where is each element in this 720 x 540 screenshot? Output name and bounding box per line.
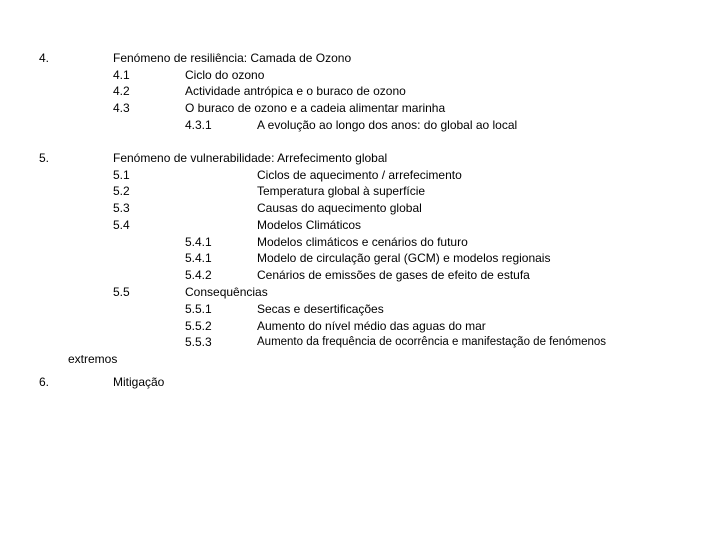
- item-4-1-number: 4.1: [113, 68, 130, 82]
- item-4-3-label: O buraco de ozono e a cadeia alimentar marinha: [185, 101, 446, 115]
- item-5-5-1-label: Secas e desertificações: [257, 302, 384, 316]
- item-5-3-label: Causas do aquecimento global: [257, 201, 422, 215]
- item-5-1-label: Ciclos de aquecimento / arrefecimento: [257, 168, 462, 182]
- item-5-4-2-label: Cenários de emissões de gases de efeito de estufa: [257, 268, 530, 282]
- item-5-2-number: 5.2: [113, 184, 130, 198]
- section-5-title: Fenómeno de vulnerabilidade: Arrefecimento global: [113, 151, 388, 165]
- item-5-4-label: Modelos Climáticos: [257, 218, 362, 232]
- item-4-3-1-label: A evolução ao longo dos anos: do global ao local: [257, 118, 518, 132]
- item-5-5-2-number: 5.5.2: [185, 319, 212, 333]
- item-5-3-number: 5.3: [113, 201, 130, 215]
- item-5-4-1a-label: Modelos climáticos e cenários do futuro: [257, 235, 468, 249]
- item-5-5-2-label: Aumento do nível médio das aguas do mar: [257, 319, 486, 333]
- item-5-4-1b-number: 5.4.1: [185, 251, 212, 265]
- item-4-3-number: 4.3: [113, 101, 130, 115]
- section-4-title: Fenómeno de resiliência: Camada de Ozono: [113, 51, 352, 65]
- item-5-5-3-label: Aumento da frequência de ocorrência e manifestação de fenómenos: [257, 336, 607, 348]
- item-5-2-label: Temperatura global à superfície: [257, 184, 426, 198]
- item-4-2-number: 4.2: [113, 84, 130, 98]
- item-4-2-label: Actividade antrópica e o buraco de ozono: [185, 84, 406, 98]
- item-4-1-label: Ciclo do ozono: [185, 68, 265, 82]
- section-6-title: Mitigação: [113, 375, 165, 389]
- item-5-5-3-wrap: extremos: [68, 352, 118, 366]
- item-5-5-label: Consequências: [185, 285, 268, 299]
- section-6-number: 6.: [39, 375, 50, 389]
- item-5-5-number: 5.5: [113, 285, 130, 299]
- item-5-4-2-number: 5.4.2: [185, 268, 212, 282]
- item-5-1-number: 5.1: [113, 168, 130, 182]
- section-5-number: 5.: [39, 151, 50, 165]
- item-5-4-1b-label: Modelo de circulação geral (GCM) e modelos regionais: [257, 251, 551, 265]
- item-4-3-1-number: 4.3.1: [185, 118, 212, 132]
- item-5-5-3-number: 5.5.3: [185, 335, 212, 349]
- item-5-4-1a-number: 5.4.1: [185, 235, 212, 249]
- item-5-5-1-number: 5.5.1: [185, 302, 212, 316]
- section-4-number: 4.: [39, 51, 50, 65]
- item-5-4-number: 5.4: [113, 218, 130, 232]
